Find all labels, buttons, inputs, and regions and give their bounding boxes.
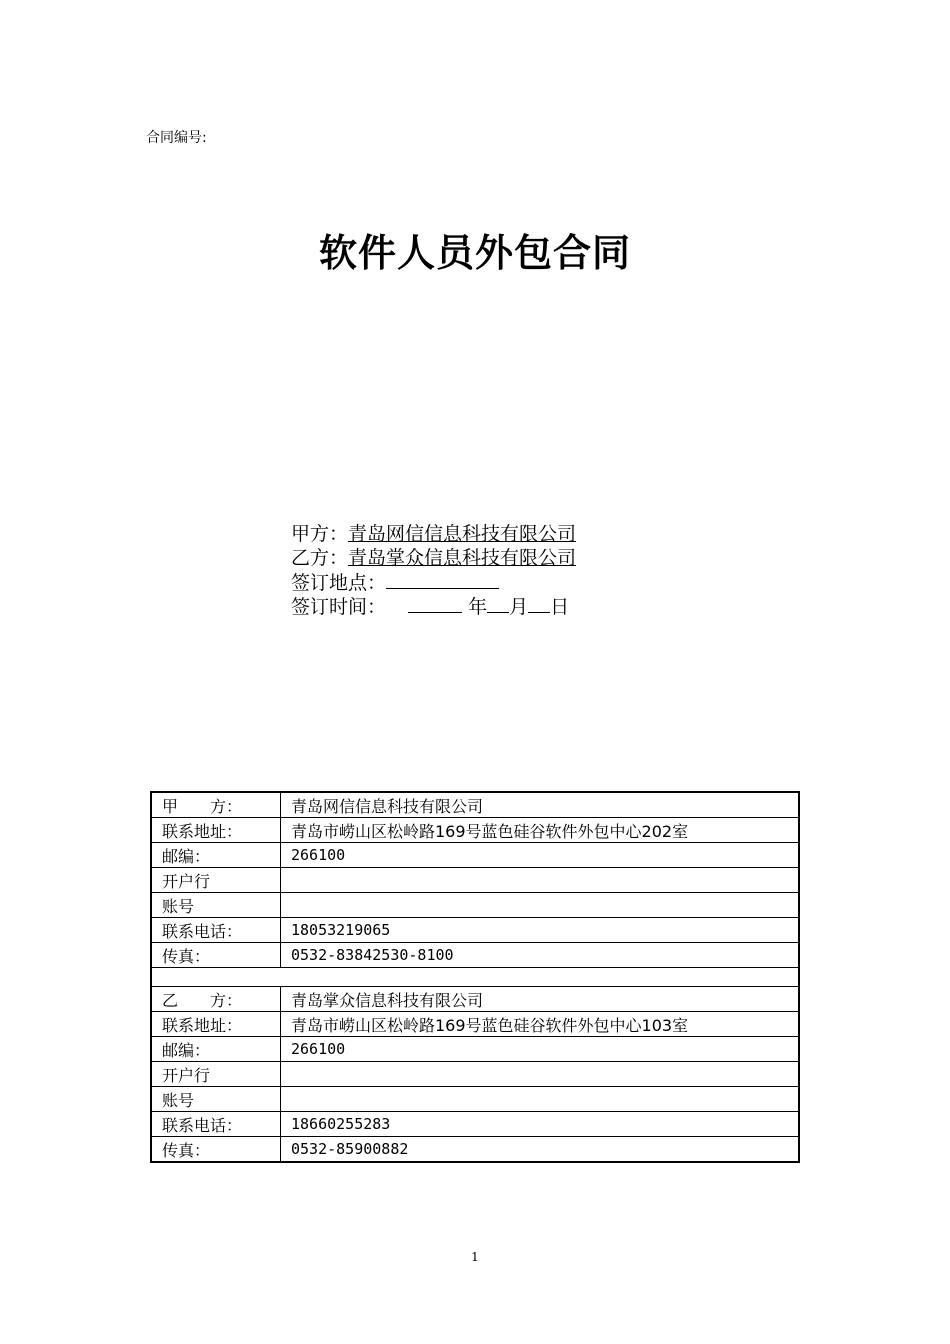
party-a-postcode-label: 邮编： bbox=[151, 843, 281, 868]
party-b-line bbox=[291, 546, 576, 570]
party-b-address-value: 青岛市崂山区松岭路169号蓝色硅谷软件外包中心103室 bbox=[281, 1012, 800, 1037]
table-row bbox=[151, 918, 799, 943]
day-label: 日 bbox=[550, 596, 570, 618]
party-b-address-label: 联系地址： bbox=[151, 1012, 281, 1037]
party-b-name-label: 乙 方： bbox=[151, 987, 281, 1012]
table-row bbox=[151, 893, 799, 918]
table-row bbox=[151, 792, 799, 818]
party-b-account-value bbox=[281, 1087, 800, 1112]
table-row bbox=[151, 1062, 799, 1087]
party-b-bank-label: 开户行 bbox=[151, 1062, 281, 1087]
table-spacer-row bbox=[151, 968, 799, 987]
party-b-name-value: 青岛掌众信息科技有限公司 bbox=[281, 987, 800, 1012]
party-b-postcode-value: 266100 bbox=[281, 1037, 800, 1062]
party-a-label: 甲方： bbox=[291, 523, 349, 545]
signing-time-label: 签订时间： bbox=[291, 596, 387, 618]
party-b-label: 乙方： bbox=[291, 547, 349, 569]
party-b-account-label: 账号 bbox=[151, 1087, 281, 1112]
year-label: 年 bbox=[468, 596, 488, 618]
signing-place-label: 签订地点： bbox=[291, 572, 387, 594]
party-b-phone-label: 联系电话： bbox=[151, 1112, 281, 1137]
party-a-bank-value bbox=[281, 868, 800, 893]
party-a-postcode-value: 266100 bbox=[281, 843, 800, 868]
contract-number-label: 合同编号: bbox=[146, 130, 207, 146]
page-number: 1 bbox=[471, 1250, 479, 1264]
party-a-address-value: 青岛市崂山区松岭路169号蓝色硅谷软件外包中心202室 bbox=[281, 818, 800, 843]
month-label: 月 bbox=[509, 596, 529, 618]
party-a-account-value bbox=[281, 893, 800, 918]
party-a-bank-label: 开户行 bbox=[151, 868, 281, 893]
party-a-name-value: 青岛网信信息科技有限公司 bbox=[281, 792, 800, 818]
party-a-name-label: 甲 方： bbox=[151, 792, 281, 818]
party-b-fax-label: 传真： bbox=[151, 1137, 281, 1163]
month-blank bbox=[487, 594, 509, 613]
table-row bbox=[151, 1012, 799, 1037]
spacer-cell bbox=[151, 968, 799, 987]
party-a-fax-label: 传真： bbox=[151, 943, 281, 968]
table-row bbox=[151, 1087, 799, 1112]
signing-place-line bbox=[291, 570, 576, 594]
party-a-address-label: 联系地址： bbox=[151, 818, 281, 843]
table-row bbox=[151, 1112, 799, 1137]
party-a-account-label: 账号 bbox=[151, 893, 281, 918]
table-row bbox=[151, 943, 799, 968]
table-row bbox=[151, 818, 799, 843]
table-row bbox=[151, 1037, 799, 1062]
party-b-phone-value: 18660255283 bbox=[281, 1112, 800, 1137]
party-a-name: 青岛网信信息科技有限公司 bbox=[348, 523, 577, 545]
parties-block bbox=[291, 522, 576, 618]
party-a-phone-label: 联系电话： bbox=[151, 918, 281, 943]
party-b-fax-value: 0532-85900882 bbox=[281, 1137, 800, 1163]
year-blank bbox=[408, 594, 462, 613]
table-row bbox=[151, 868, 799, 893]
party-b-bank-value bbox=[281, 1062, 800, 1087]
party-b-name: 青岛掌众信息科技有限公司 bbox=[348, 547, 577, 569]
party-a-fax-value: 0532-83842530-8100 bbox=[281, 943, 800, 968]
signing-time-line bbox=[291, 594, 576, 618]
document-title: 软件人员外包合同 bbox=[318, 231, 631, 275]
party-info-table bbox=[150, 791, 800, 1163]
table-row bbox=[151, 1137, 799, 1163]
table-row bbox=[151, 987, 799, 1012]
party-a-phone-value: 18053219065 bbox=[281, 918, 800, 943]
day-blank bbox=[528, 594, 550, 613]
party-a-line bbox=[291, 522, 576, 546]
table-row bbox=[151, 843, 799, 868]
signing-place-blank bbox=[386, 570, 499, 589]
party-b-postcode-label: 邮编： bbox=[151, 1037, 281, 1062]
